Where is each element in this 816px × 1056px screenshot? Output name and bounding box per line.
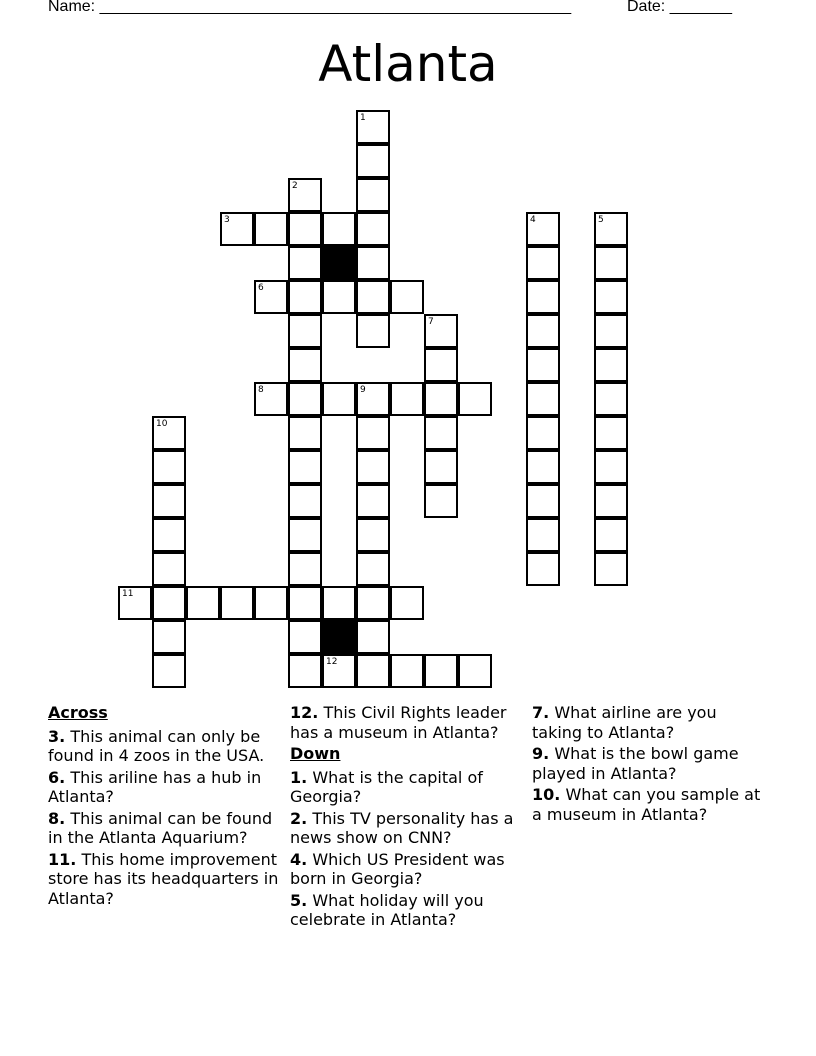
clue-text: This home improvement store has its headquarters in Atlanta? <box>48 849 279 908</box>
grid-cell[interactable] <box>424 416 458 450</box>
clue-across-3 <box>48 727 288 766</box>
clue-text: What is the capital of Georgia? <box>290 767 483 806</box>
clue-number: 7. <box>532 703 550 722</box>
grid-cell[interactable] <box>594 348 628 382</box>
cell-number: 8 <box>258 385 264 395</box>
grid-cell[interactable] <box>356 484 390 518</box>
grid-cell[interactable] <box>390 586 424 620</box>
grid-cell[interactable] <box>594 246 628 280</box>
grid-cell[interactable] <box>356 518 390 552</box>
clue-text: This TV personality has a news show on CNN? <box>290 808 514 847</box>
cell-number: 1 <box>360 113 366 123</box>
grid-cell[interactable] <box>322 280 356 314</box>
grid-cell[interactable] <box>254 382 288 416</box>
grid-cell[interactable] <box>356 178 390 212</box>
cell-number: 3 <box>224 215 230 225</box>
cell-number: 9 <box>360 385 366 395</box>
grid-cell[interactable] <box>254 280 288 314</box>
grid-cell[interactable] <box>118 586 152 620</box>
grid-cell[interactable] <box>356 314 390 348</box>
grid-cell[interactable] <box>424 450 458 484</box>
grid-cell[interactable] <box>390 280 424 314</box>
clue-number: 3. <box>48 726 66 746</box>
clue-text: This Civil Rights leader has a museum in Atlanta? <box>290 703 507 742</box>
grid-cell[interactable] <box>152 620 186 654</box>
grid-cell[interactable] <box>288 484 322 518</box>
cell-number: 11 <box>122 589 134 599</box>
cell-number: 5 <box>598 215 604 225</box>
clues-column-2 <box>290 703 525 932</box>
cell-number: 10 <box>156 419 168 429</box>
clue-across-6 <box>48 768 288 807</box>
clue-down-10 <box>532 785 762 824</box>
clue-down-4 <box>290 850 525 889</box>
clue-number: 8. <box>48 808 66 828</box>
grid-cell[interactable] <box>288 586 322 620</box>
grid-cell[interactable] <box>356 246 390 280</box>
grid-cell[interactable] <box>152 484 186 518</box>
grid-cell[interactable] <box>594 484 628 518</box>
clue-down-1 <box>290 768 525 807</box>
grid-cell[interactable] <box>526 212 560 246</box>
clue-across-11 <box>48 850 288 909</box>
grid-cell[interactable] <box>322 654 356 688</box>
grid-cell[interactable] <box>594 552 628 586</box>
puzzle-title: Atlanta <box>318 35 498 93</box>
cell-number: 4 <box>530 215 536 225</box>
clue-number: 11. <box>48 849 77 869</box>
date-field-label: Date: _______ <box>627 0 732 15</box>
grid-cell[interactable] <box>356 654 390 688</box>
grid-cell[interactable] <box>526 246 560 280</box>
clue-down-5 <box>290 891 525 930</box>
grid-cell[interactable] <box>288 280 322 314</box>
grid-cell[interactable] <box>390 382 424 416</box>
grid-cell[interactable] <box>594 280 628 314</box>
grid-cell[interactable] <box>594 450 628 484</box>
clue-number: 12. <box>290 703 319 722</box>
grid-cell[interactable] <box>594 212 628 246</box>
black-square <box>322 620 356 654</box>
clue-number: 6. <box>48 767 66 787</box>
grid-cell[interactable] <box>594 314 628 348</box>
clue-number: 5. <box>290 890 308 910</box>
grid-cell[interactable] <box>458 654 492 688</box>
cell-number: 12 <box>326 657 338 667</box>
clue-text: What airline are you taking to Atlanta? <box>532 703 717 742</box>
grid-cell[interactable] <box>288 416 322 450</box>
clue-number: 4. <box>290 849 308 869</box>
cell-number: 7 <box>428 317 434 327</box>
grid-cell[interactable] <box>254 212 288 246</box>
grid-cell[interactable] <box>526 348 560 382</box>
grid-cell[interactable] <box>288 518 322 552</box>
grid-cell[interactable] <box>152 586 186 620</box>
grid-cell[interactable] <box>526 518 560 552</box>
grid-cell[interactable] <box>288 450 322 484</box>
grid-cell[interactable] <box>356 382 390 416</box>
grid-cell[interactable] <box>424 382 458 416</box>
grid-cell[interactable] <box>526 450 560 484</box>
grid-cell[interactable] <box>356 586 390 620</box>
grid-cell[interactable] <box>288 654 322 688</box>
grid-cell[interactable] <box>288 382 322 416</box>
clue-text: This ariline has a hub in Atlanta? <box>48 767 262 806</box>
grid-cell[interactable] <box>288 246 322 280</box>
clue-across-8 <box>48 809 288 848</box>
grid-cell[interactable] <box>390 654 424 688</box>
clue-text: What holiday will you celebrate in Atlanta? <box>290 890 484 929</box>
clue-text: Which US President was born in Georgia? <box>290 849 505 888</box>
clue-text: This animal can be found in the Atlanta Aquarium? <box>48 808 273 847</box>
cell-number: 6 <box>258 283 264 293</box>
grid-cell[interactable] <box>254 586 288 620</box>
grid-cell[interactable] <box>356 552 390 586</box>
grid-cell[interactable] <box>594 416 628 450</box>
grid-cell[interactable] <box>594 518 628 552</box>
clue-number: 9. <box>532 744 550 763</box>
clues-column-1 <box>48 703 288 910</box>
clue-down-7 <box>532 703 762 742</box>
clue-text: This animal can only be found in 4 zoos in the USA. <box>48 726 265 765</box>
grid-cell[interactable] <box>186 586 220 620</box>
clue-number: 10. <box>532 785 561 804</box>
clue-number: 2. <box>290 808 308 828</box>
across-heading: Across <box>48 703 108 722</box>
clue-number: 1. <box>290 767 308 787</box>
grid-cell[interactable] <box>458 382 492 416</box>
clue-across-12 <box>290 703 525 742</box>
grid-cell[interactable] <box>152 552 186 586</box>
black-square <box>322 246 356 280</box>
grid-cell[interactable] <box>288 212 322 246</box>
grid-cell[interactable] <box>356 280 390 314</box>
grid-cell[interactable] <box>288 348 322 382</box>
grid-cell[interactable] <box>220 586 254 620</box>
grid-cell[interactable] <box>424 654 458 688</box>
grid-cell[interactable] <box>356 620 390 654</box>
grid-cell[interactable] <box>424 348 458 382</box>
clues-column-3 <box>532 703 762 826</box>
grid-cell[interactable] <box>356 144 390 178</box>
clue-text: What is the bowl game played in Atlanta? <box>532 744 739 783</box>
cell-number: 2 <box>292 181 298 191</box>
grid-cell[interactable] <box>526 314 560 348</box>
grid-cell[interactable] <box>526 484 560 518</box>
grid-cell[interactable] <box>424 314 458 348</box>
grid-cell[interactable] <box>526 280 560 314</box>
grid-cell[interactable] <box>152 654 186 688</box>
grid-cell[interactable] <box>356 416 390 450</box>
clue-down-2 <box>290 809 525 848</box>
grid-cell[interactable] <box>526 382 560 416</box>
clue-text: What can you sample at a museum in Atlanta? <box>532 785 761 824</box>
grid-cell[interactable] <box>322 586 356 620</box>
grid-cell[interactable] <box>322 382 356 416</box>
grid-cell[interactable] <box>356 450 390 484</box>
grid-cell[interactable] <box>526 416 560 450</box>
grid-cell[interactable] <box>288 620 322 654</box>
grid-cell[interactable] <box>288 178 322 212</box>
grid-cell[interactable] <box>356 110 390 144</box>
grid-cell[interactable] <box>356 212 390 246</box>
grid-cell[interactable] <box>152 518 186 552</box>
name-field-label: Name: _____________________________________________________ <box>48 0 572 15</box>
grid-cell[interactable] <box>288 552 322 586</box>
down-heading: Down <box>290 744 341 763</box>
grid-cell[interactable] <box>526 552 560 586</box>
grid-cell[interactable] <box>594 382 628 416</box>
clue-down-9 <box>532 744 762 783</box>
grid-cell[interactable] <box>152 450 186 484</box>
grid-cell[interactable] <box>152 416 186 450</box>
grid-cell[interactable] <box>322 212 356 246</box>
grid-cell[interactable] <box>288 314 322 348</box>
grid-cell[interactable] <box>424 484 458 518</box>
grid-cell[interactable] <box>220 212 254 246</box>
